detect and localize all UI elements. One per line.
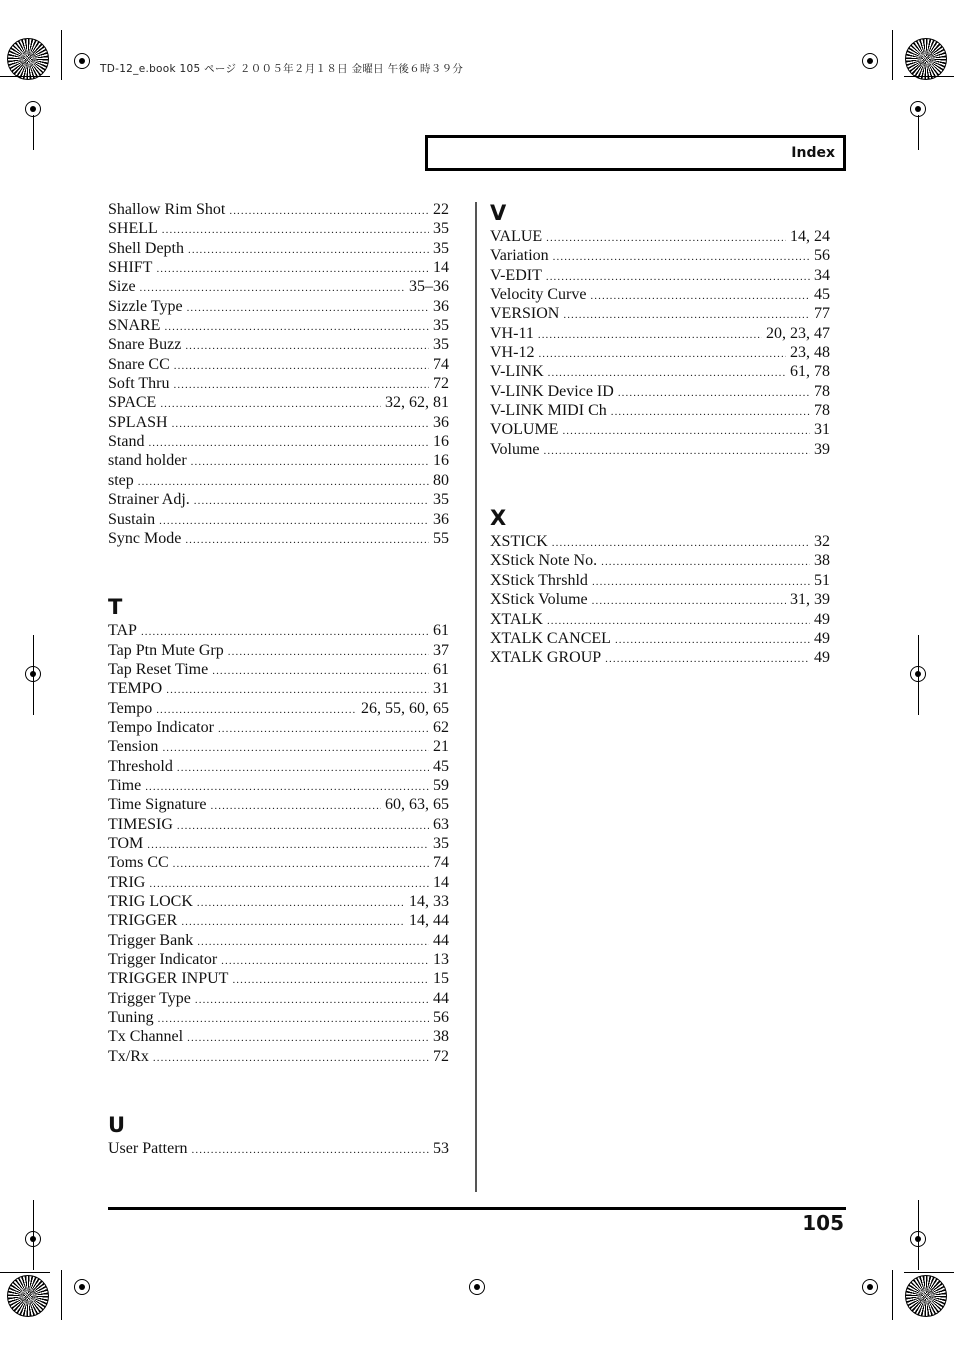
index-term: VH-12 [490,344,535,362]
index-page-refs: 35 [433,220,449,238]
index-page-refs: 31 [433,680,449,698]
index-entry [108,795,449,814]
dot-leader [546,229,786,248]
dot-leader [221,952,429,971]
index-page-refs: 56 [814,247,830,265]
index-page-refs: 14, 33 [409,893,449,910]
dot-leader [197,933,429,952]
index-term: Shallow Rim Shot [108,201,226,218]
index-page-refs: 77 [814,305,830,323]
trim-line [892,30,893,80]
index-term: Trigger Bank [108,931,194,949]
registration-sunburst-top-right [905,38,947,80]
index-page-refs: 59 [433,776,449,794]
index-page-refs: 72 [433,1047,449,1065]
dot-leader [211,797,381,816]
index-page-refs: 44 [433,989,449,1007]
index-entry [490,227,830,246]
index-letter-t: T [108,595,123,620]
index-page-refs: 51 [814,571,830,589]
index-list-s [108,200,449,548]
index-entry [490,304,830,323]
index-page-refs: 38 [814,552,830,570]
index-page-refs: 21 [433,738,449,756]
index-page-refs: 32 [814,533,830,551]
index-term: SPLASH [108,413,168,431]
index-term: Tempo Indicator [108,718,214,736]
left-column [108,200,449,1158]
index-term: Trigger Indicator [108,951,218,969]
crosshair-mark [70,49,94,73]
index-term: Threshold [108,757,173,775]
index-entry [108,510,449,529]
index-page-refs: 38 [433,1028,449,1046]
dot-leader [592,573,810,592]
index-entry [108,529,449,548]
trim-line [0,1272,50,1273]
index-page-refs: 80 [433,471,449,489]
index-term: User Pattern [108,1140,188,1158]
index-entry [490,648,830,667]
index-term: Snare CC [108,355,170,373]
dot-leader [173,855,429,874]
index-page-refs: 78 [814,382,830,400]
footer-rule [108,1207,846,1210]
dot-leader [159,512,429,531]
index-term: TRIGGER [108,912,178,930]
registration-sunburst-bottom-right [905,1275,947,1317]
index-entry [108,1139,449,1158]
index-entry [108,892,449,911]
index-entry [490,324,830,343]
index-page-refs: 35 [433,336,449,354]
dot-leader [538,326,762,345]
index-page-refs: 35 [433,317,449,335]
index-page-refs: 32, 62, 81 [385,394,449,412]
index-term: XTALK GROUP [490,649,602,667]
index-page-refs: 35 [433,491,449,509]
index-entry [108,200,449,219]
dot-leader [601,553,810,572]
dot-leader [164,318,429,337]
index-term: Tap Reset Time [108,660,209,678]
dot-leader [543,442,810,461]
printer-slug-line: TD-12_e.book 105 ページ ２００５年２月１８日 金曜日 午後６時３９分 [100,63,464,75]
crosshair-mark [465,1275,489,1299]
index-list-x [490,532,830,667]
index-term: Sustain [108,510,156,528]
index-term: SHELL [108,220,158,238]
index-page-refs: 23, 48 [790,344,830,362]
index-entry [108,432,449,451]
index-entry [108,490,449,509]
index-page-refs: 26, 55, 60, 65 [361,699,449,717]
index-entry [108,471,449,490]
index-page-refs: 45 [433,757,449,775]
trim-line [918,635,919,715]
index-term: Variation [490,247,549,265]
index-page-refs: 35 [433,834,449,852]
index-term: Tuning [108,1009,154,1027]
index-page-refs: 78 [814,402,830,420]
index-page-refs: 15 [433,970,449,988]
index-page-refs: 72 [433,375,449,393]
index-page-refs: 13 [433,951,449,969]
dot-leader [153,1049,429,1068]
index-letter-u: U [108,1113,126,1138]
dot-leader [562,422,810,441]
index-page-refs: 14, 44 [409,912,449,930]
index-page-refs: 31 [814,421,830,439]
index-page-refs: 74 [433,854,449,872]
index-term: Snare Buzz [108,336,182,354]
dot-leader [194,492,429,511]
index-term: Shell Depth [108,239,184,257]
index-entry [108,297,449,316]
index-term: Toms CC [108,854,169,872]
index-entry [490,401,830,420]
index-entry [108,393,449,412]
index-term: XSTICK [490,533,548,551]
index-term: Strainer Adj. [108,491,190,509]
index-entry [490,532,830,551]
dot-leader [218,720,429,739]
index-entry [108,660,449,679]
index-term: Sizzle Type [108,297,183,315]
dot-leader [553,248,810,267]
dot-leader [156,260,429,279]
index-entry [108,219,449,238]
index-entry [108,1047,449,1066]
index-term: Volume [490,440,540,458]
index-entry [108,718,449,737]
index-entry [108,950,449,969]
index-term: VERSION [490,305,560,323]
dot-leader [158,1010,429,1029]
index-entry [490,590,830,609]
index-term: V-EDIT [490,266,542,284]
dot-leader [192,1141,429,1160]
index-entry [108,316,449,335]
registration-sunburst-top-left [7,38,49,80]
index-entry [490,551,830,570]
index-entry [490,382,830,401]
dot-leader [172,415,429,434]
index-entry [490,440,830,459]
index-entry [490,610,830,629]
dot-leader [195,991,429,1010]
crosshair-mark [70,1275,94,1299]
index-page-refs: 56 [433,1009,449,1027]
index-term: Size [108,278,136,296]
index-page-refs: 14 [433,873,449,891]
index-term: Time [108,776,142,794]
index-term: TEMPO [108,680,163,698]
index-term: XStick Thrshld [490,571,588,589]
dot-leader [177,817,429,836]
dot-leader [605,650,810,669]
index-page-refs: 36 [433,297,449,315]
index-list-u [108,1139,449,1158]
index-entry [108,853,449,872]
index-page-refs: 34 [814,266,830,284]
dot-leader [147,836,429,855]
section-title: Index [791,145,835,161]
index-list-v [490,227,830,459]
dot-leader [191,453,429,472]
section-header-box [425,135,846,171]
index-page-refs: 44 [433,931,449,949]
index-page-refs: 61, 78 [790,363,830,381]
index-entry [490,266,830,285]
index-entry [108,335,449,354]
index-term: SNARE [108,317,161,335]
index-entry [108,413,449,432]
index-entry [108,1008,449,1027]
index-page-refs: 49 [814,629,830,647]
index-entry [108,989,449,1008]
dot-leader [187,299,429,318]
index-page-refs: 61 [433,660,449,678]
trim-line [904,1272,954,1273]
registration-sunburst-bottom-left [7,1275,49,1317]
dot-leader [197,894,405,913]
index-entry [490,362,830,381]
index-entry [108,374,449,393]
dot-leader [611,403,810,422]
dot-leader [592,592,786,611]
dot-leader [538,345,786,364]
index-page-refs: 53 [433,1140,449,1158]
index-page-refs: 62 [433,718,449,736]
index-term: TRIG LOCK [108,893,193,910]
right-column [490,200,830,668]
index-entry [490,246,830,265]
index-entry [490,629,830,648]
index-entry [490,420,830,439]
index-entry [108,641,449,660]
index-letter-v: V [490,201,507,225]
index-entry [108,737,449,756]
dot-leader [590,287,810,306]
index-term: step [108,471,134,489]
index-term: V-LINK Device ID [490,382,614,400]
index-term: SHIFT [108,259,153,277]
index-term: Tension [108,738,159,756]
dot-leader [160,395,381,414]
index-term: VH-11 [490,324,534,342]
index-term: XStick Volume [490,591,588,609]
dot-leader [181,913,405,932]
crosshair-mark [858,49,882,73]
crosshair-mark [858,1275,882,1299]
dot-leader [615,631,810,650]
trim-line [61,1270,62,1320]
index-term: TOM [108,834,144,852]
column-divider [475,202,477,1192]
index-page-refs: 35 [433,239,449,257]
trim-line [892,1270,893,1320]
trim-line [918,1200,919,1270]
dot-leader [185,337,429,356]
index-page-refs: 37 [433,641,449,659]
dot-leader [185,531,429,550]
index-page-refs: 16 [433,433,449,451]
index-entry [108,699,449,718]
index-term: XTALK [490,610,543,628]
index-entry [490,285,830,304]
index-term: Velocity Curve [490,286,587,304]
index-entry [108,277,449,296]
index-page-refs: 60, 63, 65 [385,796,449,814]
index-page-refs: 20, 23, 47 [766,324,830,342]
index-page-refs: 49 [814,649,830,667]
index-page-refs: 14 [433,259,449,277]
index-term: V-LINK MIDI Ch [490,402,607,420]
trim-line [33,1200,34,1270]
index-page-refs: 74 [433,355,449,373]
dot-leader [174,357,429,376]
index-page-refs: 39 [814,440,830,458]
index-entry [108,911,449,930]
index-term: XStick Note No. [490,552,598,570]
index-term: Tap Ptn Mute Grp [108,641,224,659]
index-page-refs: 45 [814,286,830,304]
index-term: Tx/Rx [108,1047,149,1065]
index-entry [108,931,449,950]
index-page-refs: 61 [433,622,449,640]
index-entry [108,776,449,795]
index-term: V-LINK [490,363,544,381]
dot-leader [228,643,429,662]
page-number: 105 [802,1211,844,1235]
index-page-refs: 63 [433,815,449,833]
index-term: TIMESIG [108,815,173,833]
index-term: stand holder [108,452,187,470]
index-term: Soft Thru [108,375,170,393]
index-page-refs: 49 [814,610,830,628]
dot-leader [162,221,429,240]
index-entry [108,451,449,470]
index-term: XTALK CANCEL [490,629,611,647]
trim-line [61,30,62,80]
index-term: Tx Channel [108,1028,184,1046]
dot-leader [187,1029,429,1048]
index-list-t [108,621,449,1066]
index-page-refs: 16 [433,452,449,470]
index-entry [108,815,449,834]
trim-line [33,635,34,715]
index-entry [108,873,449,892]
dot-leader [232,971,429,990]
index-page-refs: 36 [433,413,449,431]
index-term: VALUE [490,228,543,245]
dot-leader [229,202,429,221]
dot-leader [188,241,429,260]
index-letter-x: X [490,506,507,531]
index-entry [108,239,449,258]
index-term: Time Signature [108,796,207,814]
index-term: TRIGGER INPUT [108,970,229,988]
index-entry [108,258,449,277]
index-page-refs: 55 [433,529,449,547]
dot-leader [177,759,429,778]
index-term: Tempo [108,699,153,717]
index-page-refs: 22 [433,201,449,218]
index-term: Trigger Type [108,989,191,1007]
trim-line [0,76,50,77]
index-entry [108,834,449,853]
index-page-refs: 36 [433,510,449,528]
index-entry [108,757,449,776]
index-entry [108,621,449,640]
dot-leader [618,384,810,403]
index-page-refs: 31, 39 [790,591,830,609]
index-page-refs: 14, 24 [790,228,830,245]
index-term: Sync Mode [108,529,182,547]
index-entry [490,571,830,590]
index-term: Stand [108,433,145,451]
index-entry [108,969,449,988]
index-term: TAP [108,622,137,640]
dot-leader [162,739,429,758]
trim-line [904,76,954,77]
index-entry [490,343,830,362]
index-entry [108,679,449,698]
index-entry [108,355,449,374]
index-page-refs: 35–36 [409,278,449,296]
index-entry [108,1027,449,1046]
trim-line [33,115,34,150]
index-term: TRIG [108,873,146,891]
trim-line [918,115,919,150]
dot-leader [212,662,429,681]
index-term: SPACE [108,394,157,412]
index-term: VOLUME [490,421,559,439]
